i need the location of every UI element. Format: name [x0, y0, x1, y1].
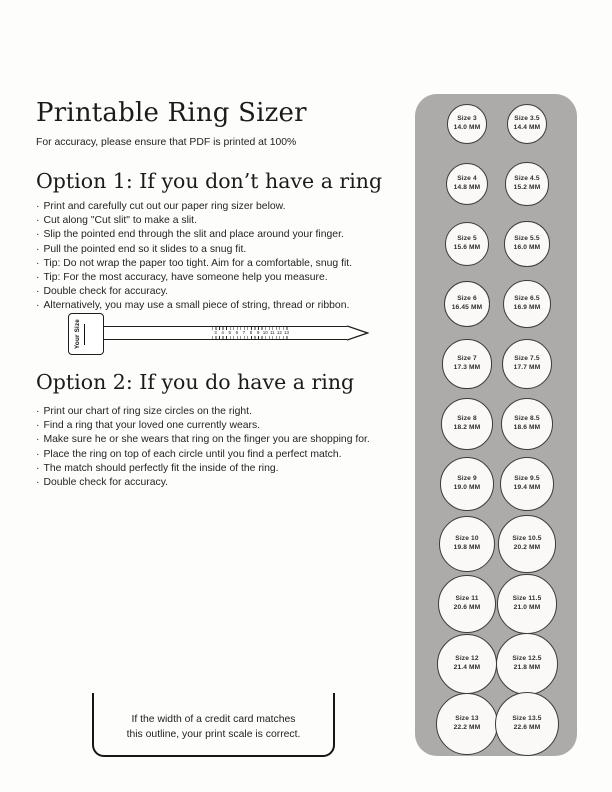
sizer-strip-band [101, 326, 348, 340]
ring-circle-size-11-5 [497, 574, 557, 634]
instruction-item: · The match should perfectly fit the inside of the ring. [36, 462, 370, 476]
option1-instructions [36, 200, 352, 314]
ring-circle-size-label: Size 6.5 [514, 295, 540, 303]
ring-circle-mm-label: 19.8 MM [453, 544, 481, 552]
ring-circle-size-label: Size 5 [457, 235, 477, 243]
instruction-item: · Place the ring on top of each circle until you find a perfect match. [36, 448, 370, 462]
ring-circle-mm-label: 14.0 MM [453, 124, 481, 132]
ruler-number: 5 [228, 330, 231, 336]
ruler-number: 10 [262, 330, 268, 336]
ring-circle-size-9 [440, 457, 494, 511]
ring-circle-mm-label: 21.0 MM [513, 604, 541, 612]
ring-circle-size-label: Size 8 [457, 415, 477, 423]
credit-card-outline [92, 693, 335, 757]
ruler-number: 7 [242, 330, 246, 336]
instruction-item: · Double check for accuracy. [36, 285, 352, 299]
ring-circle-size-13 [436, 693, 499, 756]
ring-circle-size-7 [442, 339, 491, 388]
ring-circle-size-5 [445, 222, 489, 266]
ring-circle-size-6-5 [503, 280, 551, 328]
ring-circle-size-label: Size 11.5 [512, 595, 542, 603]
ring-circle-size-label: Size 13 [455, 715, 479, 723]
strip-pointed-end-icon [347, 325, 369, 341]
ring-circle-mm-label: 20.2 MM [513, 544, 541, 552]
ring-circle-size-11 [438, 575, 496, 633]
instruction-item: · Find a ring that your loved one currently wears. [36, 419, 370, 433]
ruler-number: 13 [283, 330, 289, 336]
ring-circle-size-label: Size 9 [457, 475, 477, 483]
ring-circle-mm-label: 14.4 MM [513, 124, 541, 132]
ring-circle-size-9-5 [500, 457, 555, 512]
your-size-label: Your Size [74, 318, 81, 350]
ring-circle-mm-label: 22.2 MM [453, 724, 481, 732]
ring-circle-size-label: Size 5.5 [514, 235, 540, 243]
ring-circle-mm-label: 17.3 MM [453, 364, 481, 372]
ring-circle-size-label: Size 4 [457, 175, 477, 183]
ruler-number: 11 [269, 330, 275, 336]
ring-circle-mm-label: 21.8 MM [513, 664, 541, 672]
ring-size-chart-panel [415, 94, 577, 756]
ruler-number: 6 [235, 330, 239, 336]
ring-circle-size-3 [447, 104, 487, 144]
ring-circle-mm-label: 18.2 MM [453, 424, 481, 432]
instruction-item: · Print and carefully cut out our paper ring sizer below. [36, 200, 352, 214]
ring-circle-size-13-5 [495, 692, 559, 756]
ring-circle-size-label: Size 13.5 [512, 715, 542, 723]
option2-heading: Option 2: If you do have a ring [36, 370, 355, 394]
ring-circle-size-label: Size 12.5 [512, 655, 542, 663]
ruler-number: 12 [276, 330, 282, 336]
ring-circle-size-label: Size 4.5 [514, 175, 540, 183]
option2-instructions [36, 405, 370, 490]
print-accuracy-note: For accuracy, please ensure that PDF is printed at 100% [36, 137, 297, 148]
ring-circle-size-label: Size 6 [457, 295, 477, 303]
instruction-item: · Tip: For the most accuracy, have someone help you measure. [36, 271, 352, 285]
ring-circle-size-label: Size 9.5 [514, 475, 540, 483]
ruler-number: 4 [221, 330, 224, 336]
ring-circle-size-12 [437, 634, 498, 695]
instruction-item: · Pull the pointed end so it slides to a snug fit. [36, 243, 352, 257]
ring-circle-mm-label: 15.6 MM [453, 244, 481, 252]
page-title: Printable Ring Sizer [36, 98, 307, 128]
ring-circle-mm-label: 18.6 MM [513, 424, 541, 432]
ring-circle-size-3-5 [507, 104, 548, 145]
ruler-number: 3 [214, 330, 217, 336]
ring-circle-mm-label: 15.2 MM [513, 184, 541, 192]
ring-circle-mm-label: 14.8 MM [453, 184, 481, 192]
ring-circle-mm-label: 16.45 MM [451, 304, 483, 312]
instruction-item: · Print our chart of ring size circles on the right. [36, 405, 370, 419]
your-size-tab [68, 313, 104, 355]
instruction-item: · Make sure he or she wears that ring on the finger you are shopping for. [36, 433, 370, 447]
ruler-number: 8 [249, 330, 253, 336]
ring-circle-size-label: Size 7.5 [514, 355, 540, 363]
ring-circle-size-8-5 [501, 398, 554, 451]
ring-circle-size-7-5 [502, 339, 552, 389]
ring-circle-size-8 [441, 398, 493, 450]
ruler-ticks-bottom [212, 336, 290, 339]
ring-circle-size-10-5 [498, 515, 555, 572]
cut-slit-line [84, 324, 85, 345]
instruction-item: · Tip: Do not wrap the paper too tight. Aim for a comfortable, snug fit. [36, 257, 352, 271]
ring-circle-size-5-5 [504, 221, 549, 266]
ring-circle-mm-label: 16.0 MM [513, 244, 541, 252]
sizer-ruler [212, 327, 290, 339]
ring-circle-mm-label: 17.7 MM [513, 364, 541, 372]
ring-circle-mm-label: 19.4 MM [513, 484, 541, 492]
ring-circle-mm-label: 16.9 MM [513, 304, 541, 312]
option1-heading: Option 1: If you don’t have a ring [36, 169, 383, 193]
ring-circle-size-4-5 [505, 162, 548, 205]
instruction-item: · Cut along "Cut slit" to make a slit. [36, 214, 352, 228]
ring-circle-size-4 [446, 163, 488, 205]
ring-circle-size-label: Size 11 [455, 595, 479, 603]
ring-circle-size-label: Size 7 [457, 355, 477, 363]
ring-circle-mm-label: 19.0 MM [453, 484, 481, 492]
instruction-item: · Alternatively, you may use a small piece of string, thread or ribbon. [36, 299, 352, 313]
ruler-number: 9 [256, 330, 260, 336]
ring-circle-mm-label: 22.6 MM [513, 724, 541, 732]
scale-check-line1: If the width of a credit card matches [131, 714, 296, 725]
instruction-item: · Double check for accuracy. [36, 476, 370, 490]
ring-circle-size-label: Size 10.5 [512, 535, 542, 543]
instruction-item: · Slip the pointed end through the slit and place around your finger. [36, 228, 352, 242]
ring-circle-size-10 [439, 516, 495, 572]
ring-circle-size-label: Size 12 [455, 655, 479, 663]
ring-circle-size-label: Size 3 [457, 115, 477, 123]
ring-circle-size-6 [444, 281, 491, 328]
ring-circle-size-label: Size 3.5 [514, 115, 540, 123]
ring-circle-mm-label: 21.4 MM [453, 664, 481, 672]
ring-circle-size-label: Size 8.5 [514, 415, 540, 423]
scale-check-line2: this outline, your print scale is correct. [126, 729, 301, 740]
ring-circle-mm-label: 20.6 MM [453, 604, 481, 612]
ring-circle-size-label: Size 10 [455, 535, 479, 543]
ring-circle-size-12-5 [496, 633, 558, 695]
